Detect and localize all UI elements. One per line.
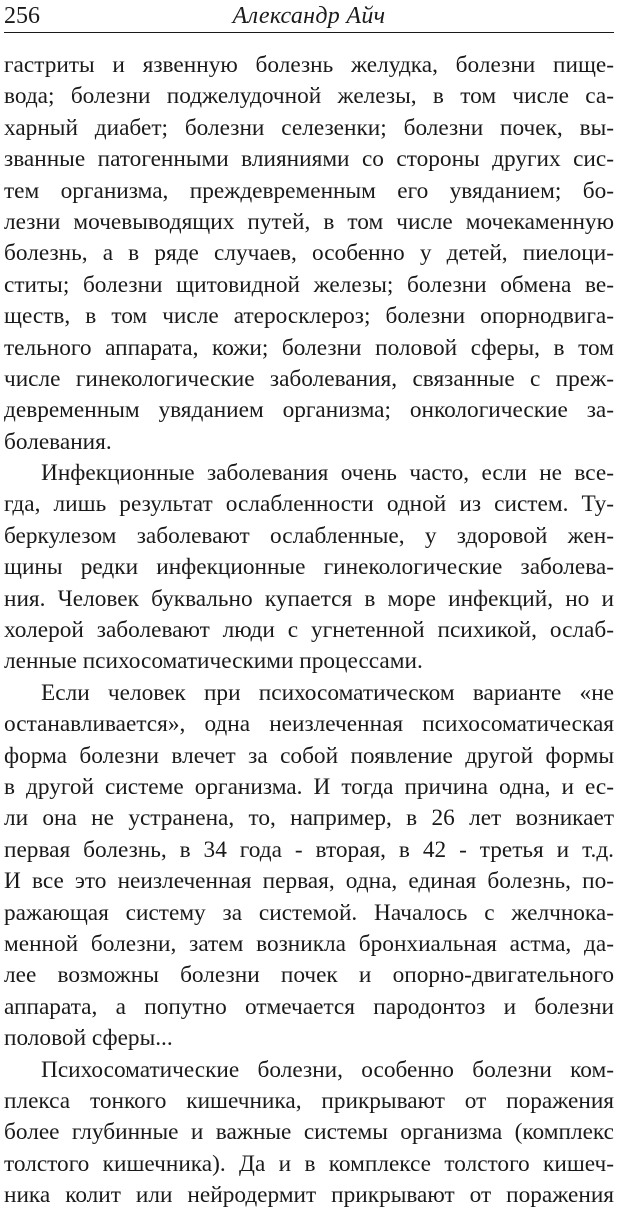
text-line: Инфекционные заболевания очень часто, если не все-: [4, 458, 614, 489]
text-line: Если человек при психосоматическом варианте «не: [4, 678, 614, 709]
text-line: толстого кишечника). Да и в комплексе толстого кишеч-: [4, 1149, 614, 1180]
text-line: ществ, в том числе атеросклероз; болезни опорнодвига-: [4, 301, 614, 332]
text-line: гастриты и язвенную болезнь желудка, болезни пище-: [4, 50, 614, 81]
book-page: [4, 0, 614, 1211]
text-line: аппарата, а попутно отмечается пародонтоз и болезни: [4, 992, 614, 1023]
text-line: в другой системе организма. И тогда причина одна, и ес-: [4, 772, 614, 803]
text-line: ражающая систему за системой. Началось с желчнока-: [4, 898, 614, 929]
text-line: ли она не устранена, то, например, в 26 лет возникает: [4, 803, 614, 834]
text-line: гда, лишь результат ослабленности одной из систем. Ту-: [4, 489, 614, 520]
paragraph: [4, 458, 614, 678]
text-line: щины редки инфекционные гинекологические заболева-: [4, 552, 614, 583]
text-line: девременным увяданием организма; онкологические за-: [4, 395, 614, 426]
text-line: беркулезом заболевают ослабленные, у здоровой жен-: [4, 521, 614, 552]
text-line: ника колит или нейродермит прикрывают от поражения: [4, 1180, 614, 1211]
body-text: [4, 50, 614, 1211]
text-line: останавливается», одна неизлеченная психосоматическая: [4, 709, 614, 740]
page-number: 256: [4, 2, 40, 30]
text-line: болевания.: [4, 427, 614, 458]
text-line: ния. Человек буквально купается в море инфекций, но и: [4, 584, 614, 615]
text-line: половой сферы...: [4, 1023, 614, 1054]
text-line: званные патогенными влияниями со стороны других сис-: [4, 144, 614, 175]
text-line: форма болезни влечет за собой появление другой формы: [4, 741, 614, 772]
text-line: плекса тонкого кишечника, прикрывают от поражения: [4, 1086, 614, 1117]
text-line: лезни мочевыводящих путей, в том числе мочекаменную: [4, 207, 614, 238]
text-line: болезнь, а в ряде случаев, особенно у детей, пиелоци-: [4, 238, 614, 269]
text-line: Психосоматические болезни, особенно болезни ком-: [4, 1055, 614, 1086]
paragraph: [4, 50, 614, 458]
text-line: вода; болезни поджелудочной железы, в том числе са-: [4, 81, 614, 112]
page-header: [4, 0, 614, 33]
text-line: тельного аппарата, кожи; болезни половой сферы, в том: [4, 333, 614, 364]
text-line: числе гинекологические заболевания, связанные с преж-: [4, 364, 614, 395]
text-line: тем организма, преждевременным его увяданием; бо-: [4, 176, 614, 207]
text-line: ститы; болезни щитовидной железы; болезни обмена ве-: [4, 270, 614, 301]
text-line: ленные психосоматическими процессами.: [4, 646, 614, 677]
text-line: И все это неизлеченная первая, одна, единая болезнь, по-: [4, 866, 614, 897]
text-line: лее возможны болезни почек и опорно-двигательного: [4, 960, 614, 991]
text-line: холерой заболевают люди с угнетенной психикой, ослаб-: [4, 615, 614, 646]
running-title: Александр Айч: [4, 2, 614, 30]
paragraph: [4, 678, 614, 1055]
text-line: первая болезнь, в 34 года - вторая, в 42 - третья и т.д.: [4, 835, 614, 866]
text-line: менной болезни, затем возникла бронхиальная астма, да-: [4, 929, 614, 960]
text-line: более глубинные и важные системы организма (комплекс: [4, 1117, 614, 1148]
text-line: харный диабет; болезни селезенки; болезни почек, вы-: [4, 113, 614, 144]
paragraph: [4, 1055, 614, 1211]
